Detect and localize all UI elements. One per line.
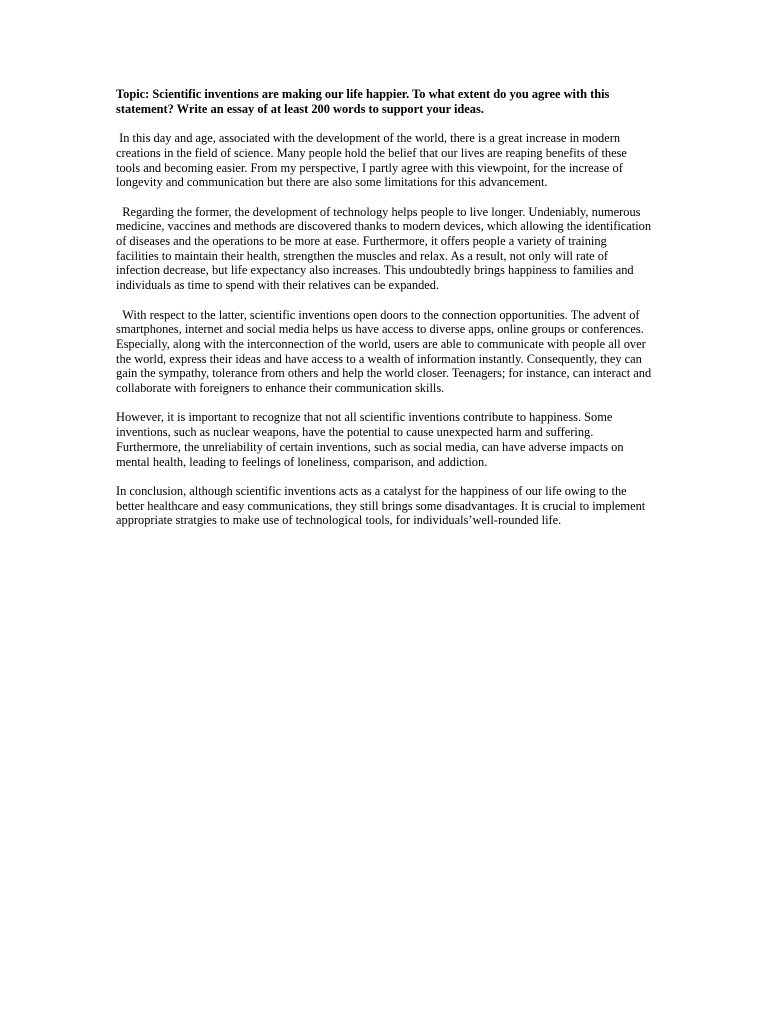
essay-topic: Topic: Scientific inventions are making our life happier. To what extent do you agree with this statement? Write an essay of at least 200 words to support your ideas. — [116, 87, 610, 116]
paragraph-limitations: However, it is important to recognize that not all scientific inventions contribute to happiness. Some inventions, such as nuclear weapons, have the potential to cause unexpected harm and suffering. Furthermore, the unreliability of certain inventions, such as social media, can have adverse impacts on mental health, leading to feelings of loneliness, comparison, and addiction. — [116, 410, 627, 469]
paragraph-introduction: In this day and age, associated with the development of the world, there is a great increase in modern creations in the field of science. Many people hold the belief that our lives are reaping benefits of these tools and becoming easier. From my perspective, I partly agree with this viewpoint, for the increase of longevity and communication but there are also some limitations for this advancement. — [116, 131, 631, 190]
paragraph-conclusion: In conclusion, although scientific inventions acts as a catalyst for the happiness of our life owing to the better healthcare and easy communications, they still brings some disadvantages. It is crucial to implement appropriate stratgies to make use of technological tools, for individuals’well-rounded life. — [116, 483, 649, 528]
paragraph-longevity: Regarding the former, the development of technology helps people to live longer. Undeniably, numerous medicine, vaccines and methods are discovered thanks to modern devices, which allowing the identification of diseases and the operations to be more at ease. Furthermore, it offers people a variety of training facilities to maintain their health, strengthen the muscles and relax. As a result, not only will rate of infection decrease, but life expectancy also increases. This undoubtedly brings happiness to families and individuals as time to spend with their relatives can be expanded. — [116, 204, 655, 293]
essay-document — [116, 87, 655, 543]
paragraph-communication: With respect to the latter, scientific inventions open doors to the connection opportunities. The advent of smartphones, internet and social media helps us have access to diverse apps, online groups or conferences. Especially, along with the interconnection of the world, users are able to communicate with people all over the world, express their ideas and have access to a wealth of information instantly. Consequently, they can gain the sympathy, tolerance from others and help the world closer. Teenagers; for instance, can interact and collaborate with foreigners to enhance their communication skills. — [116, 307, 655, 396]
